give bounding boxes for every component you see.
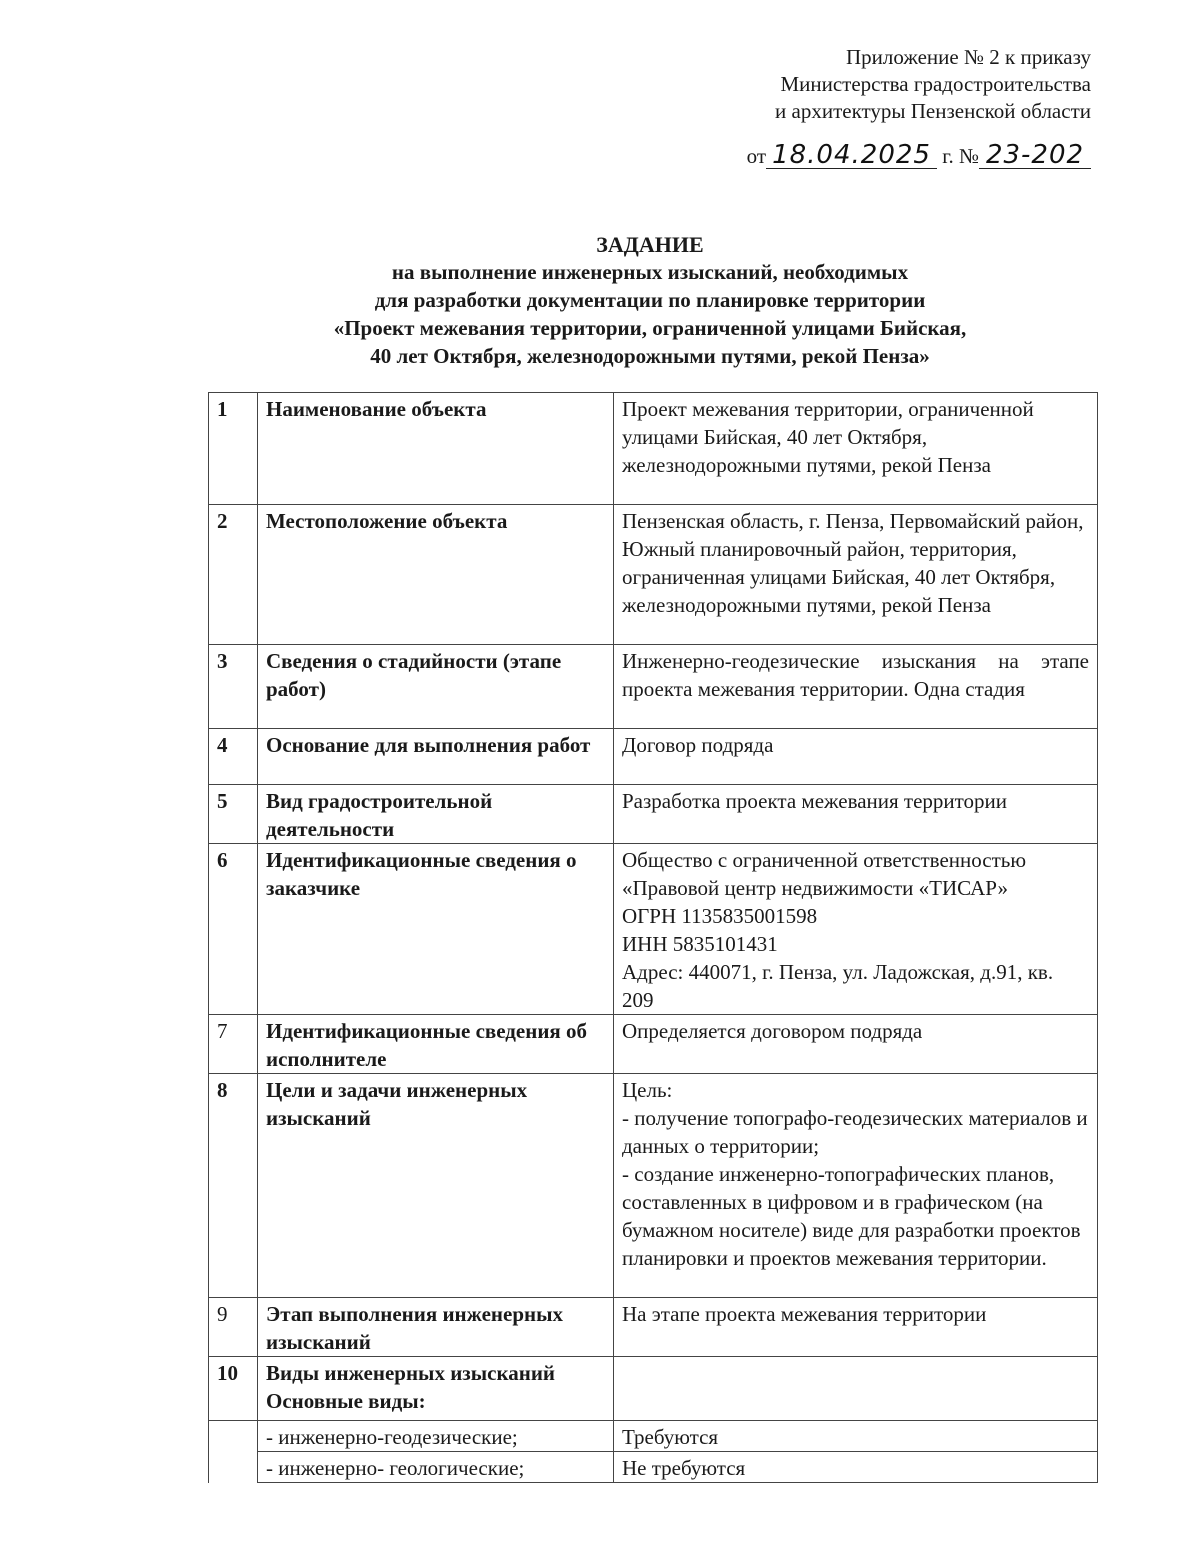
row-name: - инженерно- геологические; [258,1452,614,1483]
row-value: Проект межевания территории, ограниченной улицами Бийская, 40 лет Октября, железнодорожными путями, рекой Пенза [614,393,1098,505]
year-suffix: г. [942,144,954,168]
document-heading: ЗАДАНИЕ [596,232,704,257]
row-name: - инженерно-геодезические; [258,1421,614,1452]
table-row [209,1421,1098,1452]
row-name: Этап выполнения инженерных изысканий [258,1298,614,1357]
row-value: Договор подряда [614,729,1098,785]
row-number: 10 [209,1357,258,1421]
row-number [209,1452,258,1483]
row-number: 7 [209,1015,258,1074]
row-value [614,1357,1098,1421]
row-number: 6 [209,844,258,1015]
order-date-number [747,142,1091,169]
row-value [614,1074,1098,1298]
row-name: Сведения о стадийности (этапе работ) [258,645,614,729]
subtitle-line: на выполнение инженерных изысканий, необходимых [391,260,909,284]
row-number: 2 [209,505,258,645]
document-subtitle [150,258,1150,370]
table-row [209,785,1098,844]
row-number: 8 [209,1074,258,1298]
from-label: от [746,144,767,168]
table-row [209,1452,1098,1483]
task-table [208,392,1098,1483]
row-name: Наименование объекта [258,393,614,505]
row-value: Определяется договором подряда [614,1015,1098,1074]
row-name: Вид градостроительной деятельности [258,785,614,844]
table-row [209,1015,1098,1074]
row-value: Разработка проекта межевания территории [614,785,1098,844]
subtitle-line: «Проект межевания территории, ограниченной улицами Бийская, [333,316,967,340]
row-number: 5 [209,785,258,844]
table-row [209,729,1098,785]
row-value: Пензенская область, г. Пенза, Первомайский район, Южный планировочный район, территория, ограниченная улицами Бийская, 40 лет Октября, железнодорожными путями, рекой Пенза [614,505,1098,645]
goal-line: - получение топографо-геодезических материалов и данных о территории; [622,1106,1088,1158]
row-number [209,1421,258,1452]
table-row [209,1298,1098,1357]
row-name: Цели и задачи инженерных изысканий [258,1074,614,1298]
customer-line: ОГРН 1135835001598 [622,904,818,928]
table-row [209,1074,1098,1298]
row-name: Основание для выполнения работ [258,729,614,785]
row-number: 3 [209,645,258,729]
customer-line: Адрес: 440071, г. Пенза, ул. Ладожская, д.91, кв. 209 [622,960,1054,1012]
customer-line: Общество с ограниченной ответственностью [622,848,1027,872]
table-row [209,844,1098,1015]
appendix-reference [571,44,1091,125]
table-row [209,393,1098,505]
table-row [209,1357,1098,1421]
row-name: Идентификационные сведения об исполнителе [258,1015,614,1074]
row-name: Идентификационные сведения о заказчике [258,844,614,1015]
table-row [209,645,1098,729]
order-date-handwritten: 18.04.2025 [766,142,937,169]
row-name: Местоположение объекта [258,505,614,645]
subtitle-line: 40 лет Октября, железнодорожными путями, рекой Пенза» [370,344,930,368]
row-name: Виды инженерных изысканий Основные виды: [258,1357,614,1421]
goal-line: Цель: [622,1078,673,1102]
row-value [614,844,1098,1015]
row-value: Требуются [614,1421,1098,1452]
customer-line: ИНН 5835101431 [622,932,778,956]
appendix-line: и архитектуры Пензенской области [775,99,1091,123]
number-sign: № [958,144,979,168]
row-value: Не требуются [614,1452,1098,1483]
subtitle-line: для разработки документации по планировке территории [374,288,926,312]
row-number: 1 [209,393,258,505]
row-value: На этапе проекта межевания территории [614,1298,1098,1357]
row-value: Инженерно-геодезические изыскания на этапе проекта межевания территории. Одна стадия [614,645,1098,729]
row-number: 4 [209,729,258,785]
goal-line: - создание инженерно-топографических планов, составленных в цифровом и в графическом (на бумажном носителе) виде для разработки проектов планировки и проектов межевания территории. [622,1162,1081,1270]
customer-line: «Правовой центр недвижимости «ТИСАР» [622,876,1008,900]
table-row [209,505,1098,645]
appendix-line: Приложение № 2 к приказу [846,45,1091,69]
appendix-line: Министерства градостроительства [780,72,1091,96]
row-number: 9 [209,1298,258,1357]
order-number-handwritten: 23-202 [979,142,1091,169]
